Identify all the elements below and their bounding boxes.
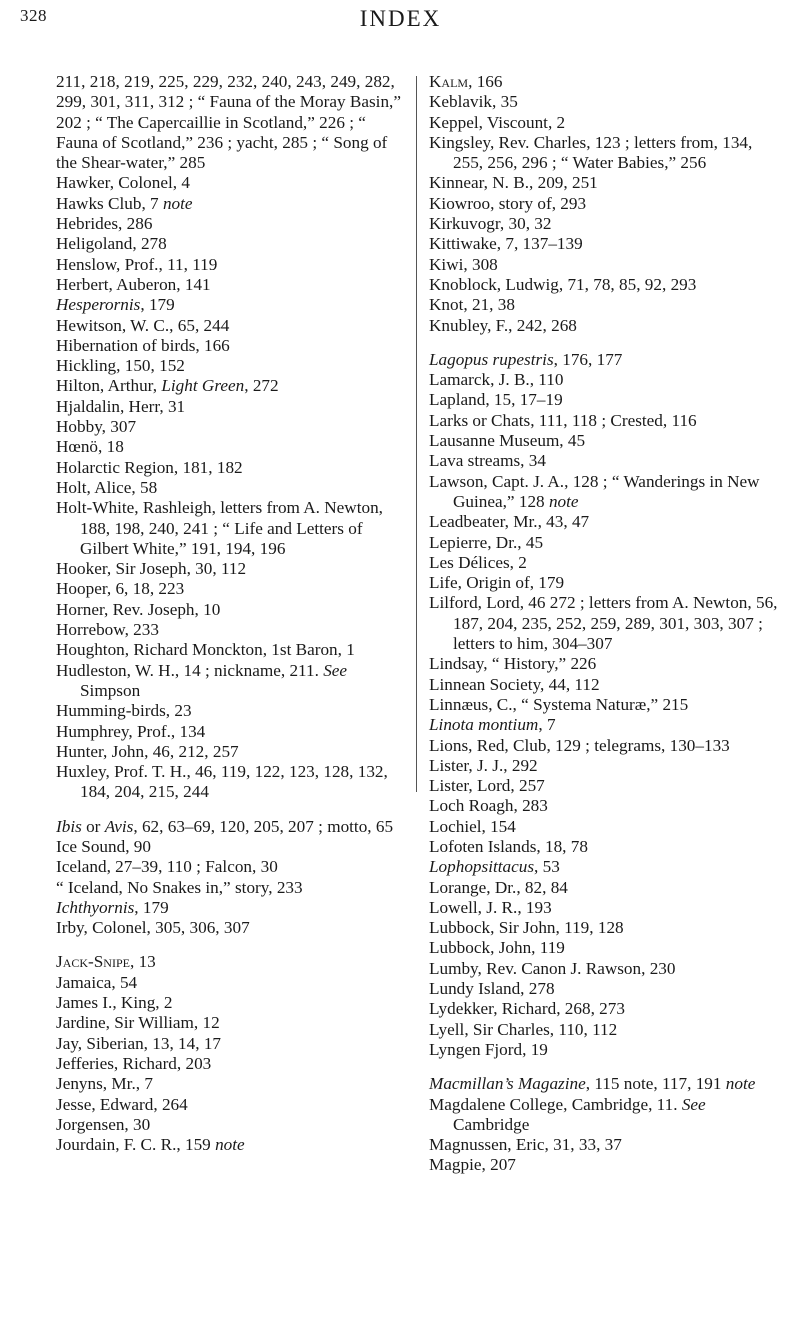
index-entry: 211, 218, 219, 225, 229, 232, 240, 243, 249, 282, 299, 301, 311, 312 ; “ Fauna of the Moray Basin,” 202 ; “ The Capercaillie in Scotland,” 226 ; “ Fauna of Scotland,” 236 ; yacht, 285 ; “ Song of the Shear-water,” 285 <box>56 72 401 173</box>
index-entry: Henslow, Prof., 11, 119 <box>56 254 218 274</box>
index-entry: Jourdain, F. C. R., 159 note <box>56 1135 245 1155</box>
index-entry: Jack-Snipe, 13 <box>56 952 156 972</box>
index-entry: Hawker, Colonel, 4 <box>56 173 190 193</box>
index-entry: Houghton, Richard Monckton, 1st Baron, 1 <box>56 640 355 660</box>
index-entry: “ Iceland, No Snakes in,” story, 233 <box>56 877 303 897</box>
index-entry: Iceland, 27–39, 110 ; Falcon, 30 <box>56 857 278 877</box>
letter-group-gap <box>429 336 784 350</box>
index-entry: Lochiel, 154 <box>429 816 516 836</box>
index-entry: Hudleston, W. H., 14 ; nickname, 211. See Simpson <box>56 660 348 700</box>
index-entry: Lagopus rupestris, 176, 177 <box>429 349 623 369</box>
index-entry: Huxley, Prof. T. H., 46, 119, 122, 123, 128, 132, 184, 204, 215, 244 <box>56 762 388 802</box>
index-entry: Hebrides, 286 <box>56 214 153 234</box>
running-head: INDEX <box>359 6 442 31</box>
index-entry: Hilton, Arthur, Light Green, 272 <box>56 376 279 396</box>
index-entry: Kiwi, 308 <box>429 254 498 274</box>
column-divider <box>416 76 417 792</box>
index-entry: Lava streams, 34 <box>429 451 546 471</box>
index-entry: Horrebow, 233 <box>56 620 159 640</box>
index-entry: Hobby, 307 <box>56 417 137 437</box>
index-entry: Humming-birds, 23 <box>56 701 192 721</box>
index-entry: Hooker, Sir Joseph, 30, 112 <box>56 559 247 579</box>
index-entry: Lumby, Rev. Canon J. Rawson, 230 <box>429 958 676 978</box>
letter-group-gap <box>56 938 405 952</box>
index-entry: Ice Sound, 90 <box>56 836 151 856</box>
index-entry: Jay, Siberian, 13, 14, 17 <box>56 1033 222 1053</box>
index-column-right <box>429 72 784 1176</box>
index-entry: Hibernation of birds, 166 <box>56 335 230 355</box>
index-entry: Jorgensen, 30 <box>56 1114 151 1134</box>
index-entry: Magdalene College, Cambridge, 11. See Cambridge <box>429 1094 706 1134</box>
index-entry: Lubbock, John, 119 <box>429 938 565 958</box>
index-entry: Jamaica, 54 <box>56 972 138 992</box>
index-entry: Holt, Alice, 58 <box>56 477 158 497</box>
index-entry: Leadbeater, Mr., 43, 47 <box>429 512 590 532</box>
index-entry: Jesse, Edward, 264 <box>56 1094 188 1114</box>
index-entry: Ichthyornis, 179 <box>56 897 169 917</box>
index-entry: Lyell, Sir Charles, 110, 112 <box>429 1019 618 1039</box>
index-column-left <box>56 72 405 1155</box>
index-entry: Horner, Rev. Joseph, 10 <box>56 599 221 619</box>
index-entry: Lophopsittacus, 53 <box>429 857 560 877</box>
index-entry: Loch Roagh, 283 <box>429 796 548 816</box>
index-entry: Hunter, John, 46, 212, 257 <box>56 741 239 761</box>
index-entry: Hickling, 150, 152 <box>56 356 185 376</box>
index-entry: Knubley, F., 242, 268 <box>429 315 577 335</box>
index-entry: Hœnö, 18 <box>56 437 124 457</box>
index-entry: Lamarck, J. B., 110 <box>429 370 564 390</box>
index-entry: Lundy Island, 278 <box>429 979 555 999</box>
index-entry: Lister, J. J., 292 <box>429 755 538 775</box>
letter-group-gap <box>56 803 405 817</box>
index-entry: Lausanne Museum, 45 <box>429 431 586 451</box>
index-entry: Linnæus, C., “ Systema Naturæ,” 215 <box>429 694 689 714</box>
index-entry: Lions, Red, Club, 129 ; telegrams, 130–133 <box>429 735 730 755</box>
index-entry: Kirkuvogr, 30, 32 <box>429 214 552 234</box>
index-entry: Hjaldalin, Herr, 31 <box>56 396 186 416</box>
index-entry: Kinnear, N. B., 209, 251 <box>429 173 598 193</box>
index-entry: Lepierre, Dr., 45 <box>429 532 544 552</box>
index-entry: Knoblock, Ludwig, 71, 78, 85, 92, 293 <box>429 274 697 294</box>
index-entry: Hawks Club, 7 note <box>56 193 193 213</box>
index-entry: Lydekker, Richard, 268, 273 <box>429 999 625 1019</box>
index-entry: Lindsay, “ History,” 226 <box>429 654 597 674</box>
index-entry: Hewitson, W. C., 65, 244 <box>56 315 230 335</box>
index-entry: James I., King, 2 <box>56 993 173 1013</box>
index-entry: Knot, 21, 38 <box>429 295 515 315</box>
index-entry: Larks or Chats, 111, 118 ; Crested, 116 <box>429 410 697 430</box>
index-entry: Lyngen Fjord, 19 <box>429 1039 548 1059</box>
index-entry: Lowell, J. R., 193 <box>429 897 552 917</box>
index-entry: Kiowroo, story of, 293 <box>429 193 587 213</box>
index-entry: Irby, Colonel, 305, 306, 307 <box>56 918 250 938</box>
index-entry: Holt-White, Rashleigh, letters from A. Newton, 188, 198, 240, 241 ; “ Life and Letters of Gilbert White,” 191, 194, 196 <box>56 498 383 558</box>
index-entry: Jenyns, Mr., 7 <box>56 1074 153 1094</box>
index-entry: Lubbock, Sir John, 119, 128 <box>429 918 624 938</box>
index-entry: Macmillan’s Magazine, 115 note, 117, 191 note <box>429 1074 756 1094</box>
index-entry: Herbert, Auberon, 141 <box>56 274 211 294</box>
index-entry: Linnean Society, 44, 112 <box>429 674 600 694</box>
index-entry: Kittiwake, 7, 137–139 <box>429 234 583 254</box>
index-entry: Magnussen, Eric, 31, 33, 37 <box>429 1135 622 1155</box>
index-entry: Keppel, Viscount, 2 <box>429 112 566 132</box>
index-entry: Lorange, Dr., 82, 84 <box>429 877 568 897</box>
index-entry: Humphrey, Prof., 134 <box>56 721 206 741</box>
page-number: 328 <box>20 6 47 25</box>
index-entry: Linota montium, 7 <box>429 715 556 735</box>
index-entry: Lister, Lord, 257 <box>429 776 545 796</box>
index-entry: Lapland, 15, 17–19 <box>429 390 563 410</box>
index-entry: Kalm, 166 <box>429 72 503 91</box>
index-entry: Holarctic Region, 181, 182 <box>56 457 243 477</box>
index-entry: Lilford, Lord, 46 272 ; letters from A. Newton, 56, 187, 204, 235, 252, 259, 289, 301, 303, 307 ; letters to him, 304–307 <box>429 593 778 654</box>
index-entry: Hooper, 6, 18, 223 <box>56 579 185 599</box>
index-entry: Kingsley, Rev. Charles, 123 ; letters from, 134, 255, 256, 296 ; “ Water Babies,” 256 <box>429 132 753 173</box>
index-entry: Hesperornis, 179 <box>56 295 175 315</box>
index-entry: Lawson, Capt. J. A., 128 ; “ Wanderings in New Guinea,” 128 note <box>429 471 760 511</box>
index-entry: Lofoten Islands, 18, 78 <box>429 836 588 856</box>
letter-group-gap <box>429 1060 784 1074</box>
index-entry: Les Délices, 2 <box>429 552 527 572</box>
index-entry: Heligoland, 278 <box>56 234 167 254</box>
index-entry: Jardine, Sir William, 12 <box>56 1013 220 1033</box>
index-entry: Keblavik, 35 <box>429 92 518 112</box>
index-entry: Life, Origin of, 179 <box>429 573 565 593</box>
index-entry: Jefferies, Richard, 203 <box>56 1053 212 1073</box>
index-entry: Magpie, 207 <box>429 1155 516 1175</box>
index-entry: Ibis or Avis, 62, 63–69, 120, 205, 207 ; motto, 65 <box>56 816 394 836</box>
